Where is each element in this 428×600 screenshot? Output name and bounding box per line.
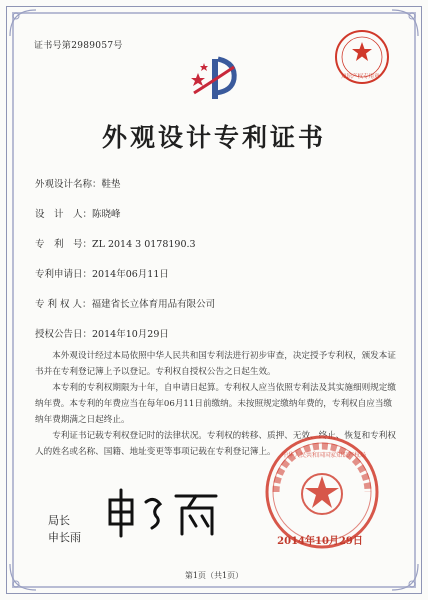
grant-date-row xyxy=(35,326,169,340)
grant-date-value: 2014年10月29日 xyxy=(92,329,169,340)
body-paragraph: 专利证书记载专利权登记时的法律状况。专利权的转移、质押、无效、终止、恢复和专利权人的姓名或名称、国籍、地址变更等事项记载在专利登记簿上。 xyxy=(35,431,396,457)
design-name-row xyxy=(35,176,121,190)
patentee-label: 专 利 权 人： xyxy=(35,299,92,310)
designer-label: 设 计 人： xyxy=(35,209,93,220)
body-paragraph: 本外观设计经过本局依照中华人民共和国专利法进行初步审查，决定授予专利权，颁发本证书并在专利登记簿上予以登记。专利权自授权公告之日起生效。 xyxy=(35,351,396,377)
designer-value: 陈晓峰 xyxy=(92,209,121,220)
design-name-value: 鞋垫 xyxy=(101,179,121,190)
body-paragraph: 本专利的专利权期限为十年，自申请日起算。专利权人应当依照专利法及其实施细则规定缴纳年费。本专利的年费应当在每年06月11日前缴纳。未按照规定缴纳年费的，专利权自应当缴纳年费期满之日起终止。 xyxy=(35,383,396,425)
certificate-title: 外观设计专利证书 xyxy=(101,123,326,152)
director-name: 申长雨 xyxy=(48,531,81,544)
patentee-value: 福建省长立体育用品有限公司 xyxy=(91,299,216,310)
patent-number-label: 专 利 号： xyxy=(35,239,93,250)
design-name-label: 外观设计名称： xyxy=(35,179,102,190)
patent-number-row xyxy=(35,236,196,250)
filing-date-label: 专利申请日： xyxy=(35,269,93,280)
small-seal-text: 知识产权专用章 xyxy=(341,74,380,80)
signature-icon xyxy=(104,486,224,538)
patent-number-value: ZL 2014 3 0178190.3 xyxy=(92,239,196,250)
designer-row xyxy=(35,206,121,220)
director-title: 局长 xyxy=(48,514,70,527)
seal-date: 2014年10月29日 xyxy=(277,536,363,547)
patentee-row xyxy=(35,296,215,310)
grant-date-label: 授权公告日： xyxy=(35,329,93,340)
page-number: 第1页（共1页） xyxy=(184,571,244,580)
filing-date-row xyxy=(35,266,169,280)
director-block xyxy=(48,512,81,546)
seal-text: 中华人民共和国国家知识产权局 xyxy=(282,452,367,459)
corner-ornament-icon xyxy=(390,8,420,38)
corner-ornament-icon xyxy=(8,8,38,38)
sipo-logo-icon xyxy=(188,53,240,105)
certificate-number: 证书号第2989057号 xyxy=(34,41,123,51)
filing-date-value: 2014年06月11日 xyxy=(92,269,169,280)
